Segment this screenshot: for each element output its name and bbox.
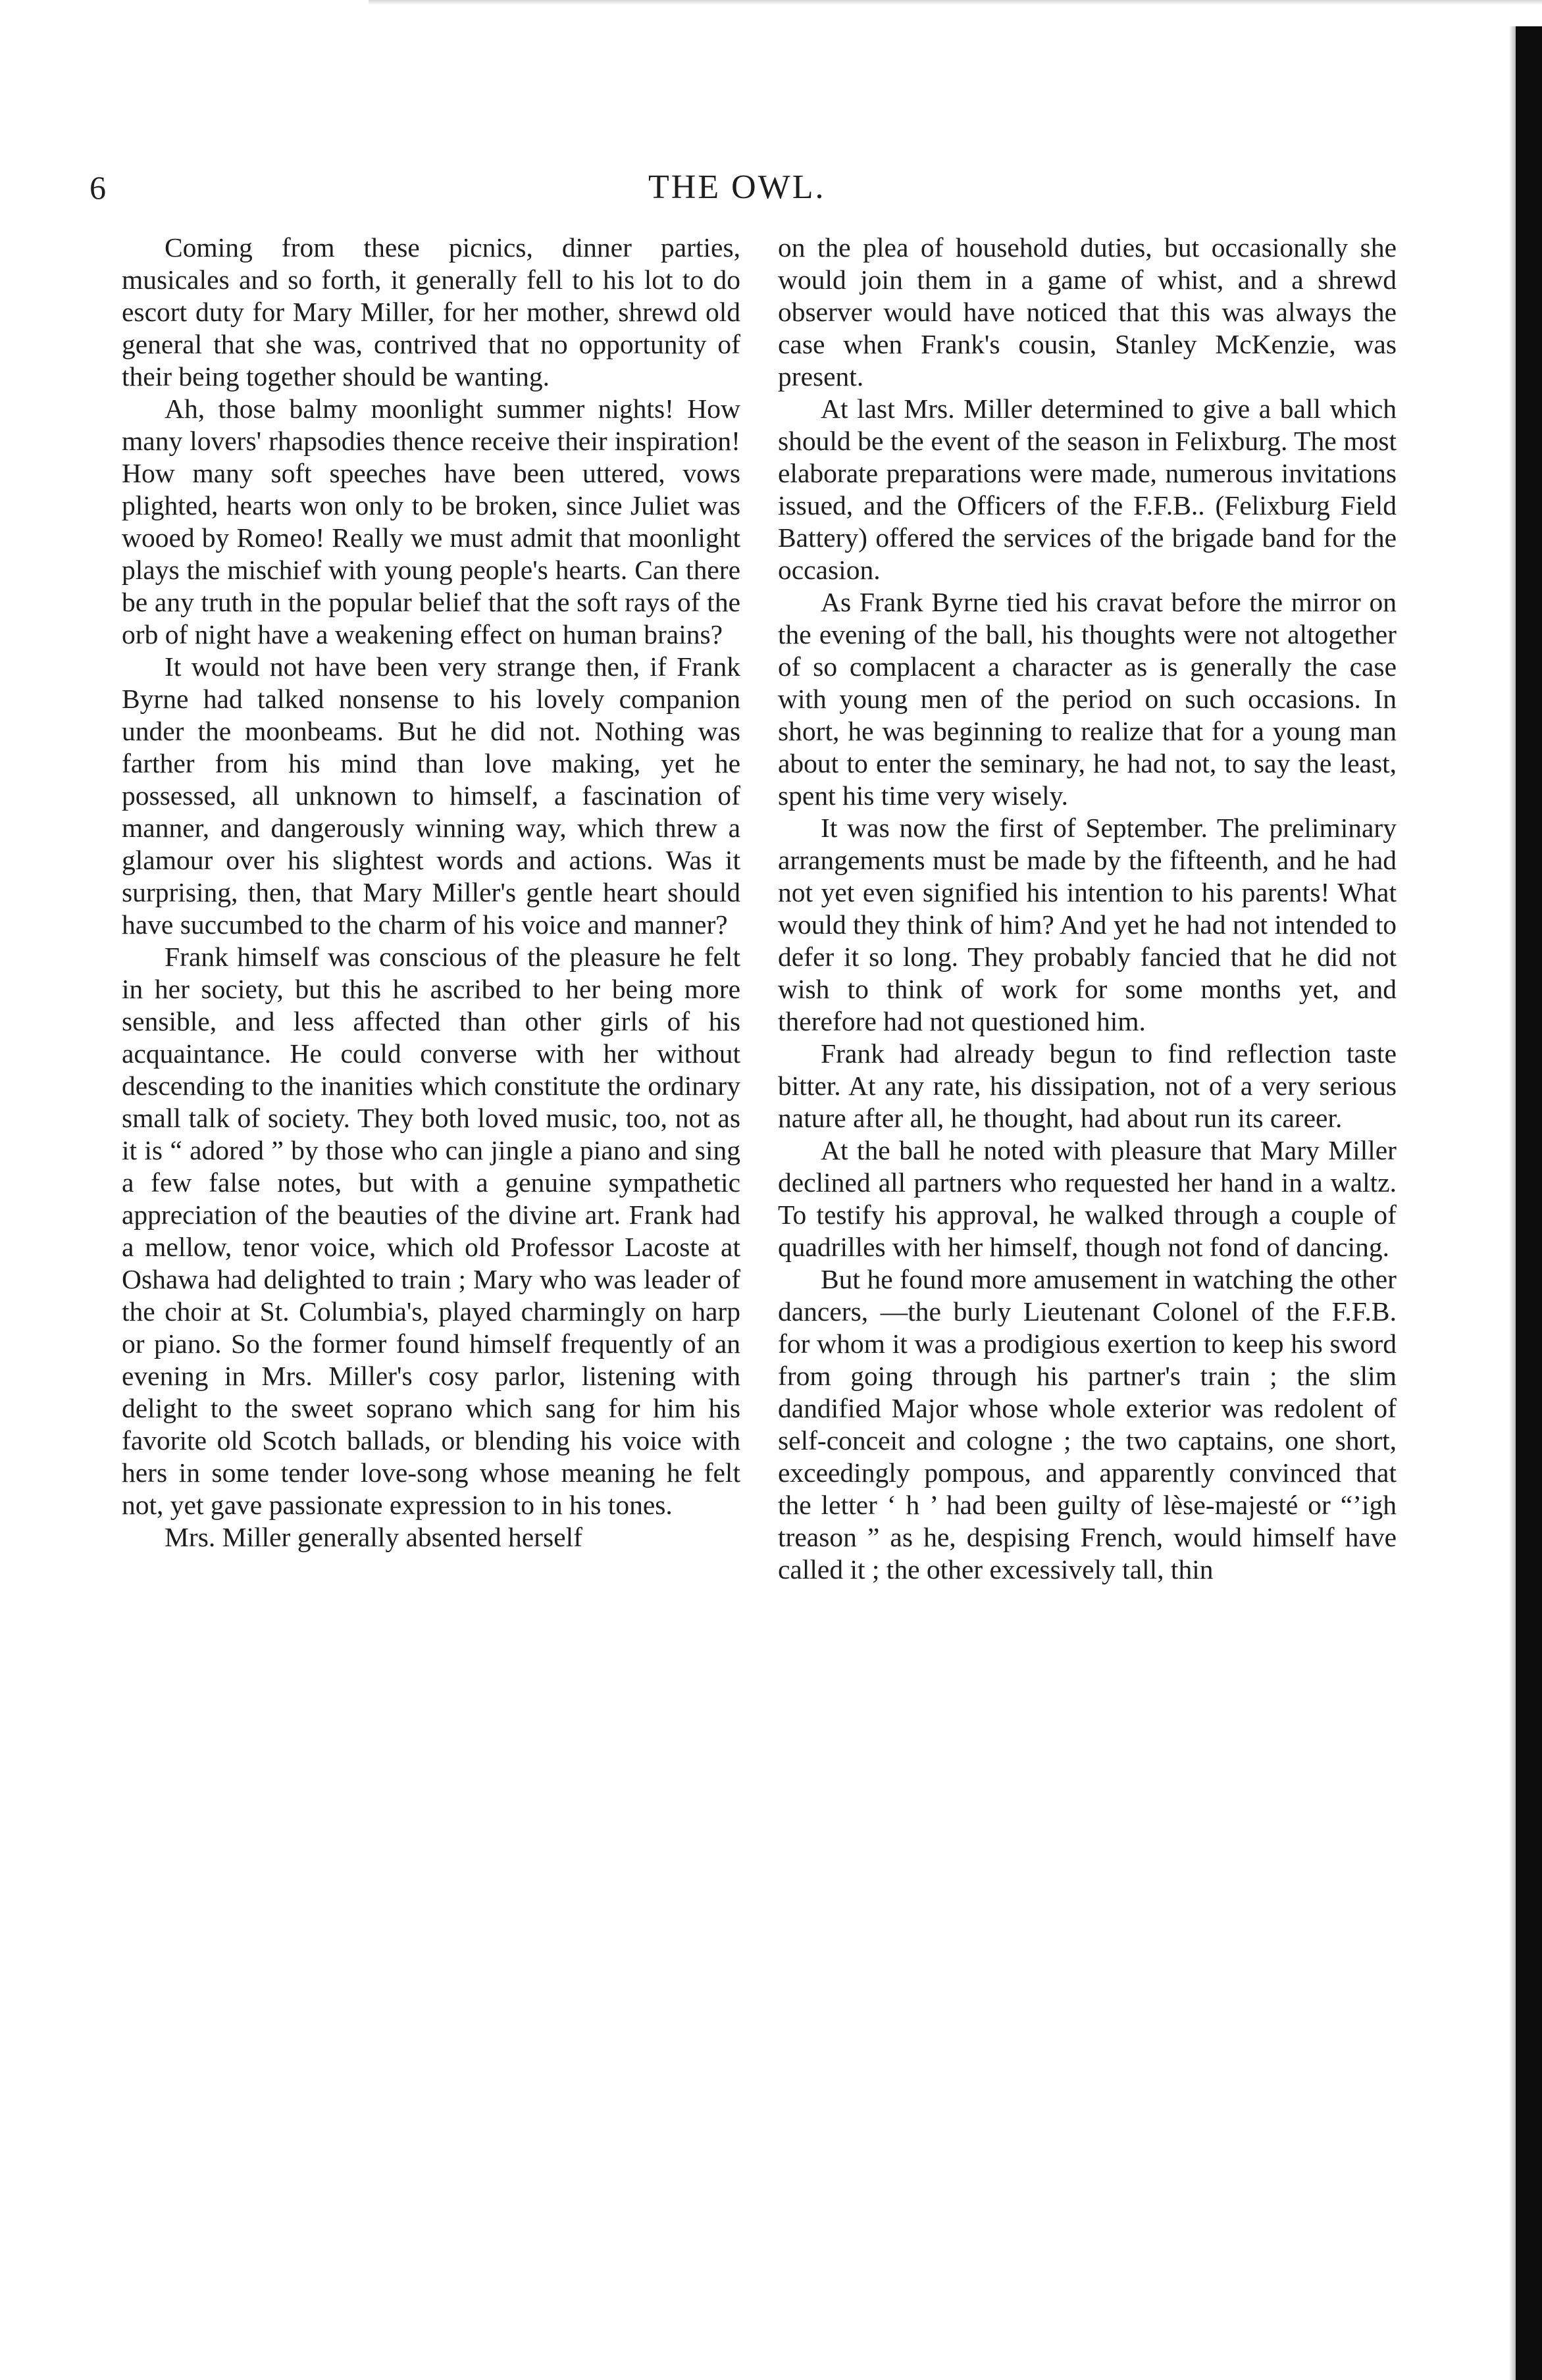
paragraph: Frank had already begun to find reflection taste bitter. At any rate, his dissipation, not of a very serious nature after all, he thought, had about run its career. [778, 1038, 1397, 1133]
paragraph: Coming from these picnics, dinner parties, musicales and so forth, it generally fell to his lot to do escort duty for Mary Miller, for her mother, shrewd old general that she was, contrived that no opportunity of their being together should be wanting. [122, 232, 740, 392]
paragraph: Mrs. Miller generally absented herself [165, 1522, 582, 1552]
page-header [0, 168, 1514, 220]
scan-top-rule [369, 0, 1542, 5]
scan-edge-shadow [1509, 26, 1516, 2380]
paragraph: It would not have been very strange then, if Frank Byrne had talked nonsense to his lovely companion under the moonbeams. But he did not. Nothing was farther from his mind than love making, yet he possessed, all unknown to himself, a fascination of manner, and dangerously winning way, which threw a glamour over his slightest words and actions. Was it surprising, then, that Mary Miller's gentle heart should have succumbed to the charm of his voice and manner? [122, 651, 740, 940]
paragraph: As Frank Byrne tied his cravat before the mirror on the evening of the ball, his thoughts were not altogether of so complacent a character as is generally the case with young men of the period on such occasions. In short, he was beginning to realize that for a young man about to enter the seminary, he had not, to say the least, spent his time very wisely. [778, 587, 1397, 811]
paragraph: At last Mrs. Miller determined to give a ball which should be the event of the season in Felixburg. The most elaborate preparations were made, numerous invitations issued, and the Officers of the F.F.B.. (Felixburg Field Battery) offered the services of the brigade band for the occasion. [778, 393, 1397, 585]
paragraph: It was now the first of September. The preliminary arrangements must be made by the fifteenth, and he had not yet even signified his intention to his parents! What would they think of him? And yet he had not intended to defer it so long. They probably fancied that he did not wish to think of work for some months yet, and therefore had not questioned him. [778, 813, 1397, 1036]
paragraph: Ah, those balmy moonlight summer nights! How many lovers' rhapsodies thence receive their inspiration! How many soft speeches have been uttered, vows plighted, hearts won only to be broken, since Juliet was wooed by Romeo! Really we must admit that moonlight plays the mischief with young people's hearts. Can there be any truth in the popular belief that the soft rays of the orb of night have a weakening effect on human brains? [122, 393, 740, 649]
scan-right-edge [1516, 26, 1542, 2380]
paragraph: But he found more amusement in watching the other dancers, —the burly Lieutenant Colonel of the F.F.B. for whom it was a prodigious exertion to keep his sword from going through his partner's train ; the slim dandified Major whose whole exterior was redolent of self-conceit and cologne ; the two captains, one short, exceedingly pompous, and apparently convinced that the letter ‘ h ’ had been guilty of lèse-majesté or “’igh treason ” as he, despising French, would himself have called it ; the other excessively tall, thin [778, 1264, 1397, 1584]
page-number: 6 [90, 169, 106, 206]
paragraph: Frank himself was conscious of the pleasure he felt in her society, but this he ascribed to her being more sensible, and less affected than other girls of his acquaintance. He could converse with her without descending to the inanities which constitute the ordinary small talk of society. They both loved music, too, not as it is “ adored ” by those who can jingle a piano and sing a few false notes, but with a genuine sympathetic appreciation of the beauties of the divine art. Frank had a mellow, tenor voice, which old Professor Lacoste at Oshawa had delighted to train ; Mary who was leader of the choir at St. Columbia's, played charmingly on harp or piano. So the former found himself frequently of an evening in Mrs. Miller's cosy parlor, listening with delight to the sweet soprano which sang for him his favorite old Scotch ballads, or blending his voice with hers in some tender love-song whose meaning he felt not, yet gave passionate expression to in his tones. [122, 942, 740, 1520]
paragraph-continued: on the plea of household duties, but occasionally she would join them in a game of whist, and a shrewd observer would have noticed that this was always the case when Frank's cousin, Stanley McKenzie, was present. [778, 232, 1397, 392]
right-column [778, 232, 1397, 1586]
running-head: THE OWL. [648, 168, 826, 206]
left-column [122, 232, 740, 1554]
paragraph: At the ball he noted with pleasure that Mary Miller declined all partners who requested her hand in a waltz. To testify his approval, he walked through a couple of quadrilles with her himself, though not fond of dancing. [778, 1135, 1397, 1262]
